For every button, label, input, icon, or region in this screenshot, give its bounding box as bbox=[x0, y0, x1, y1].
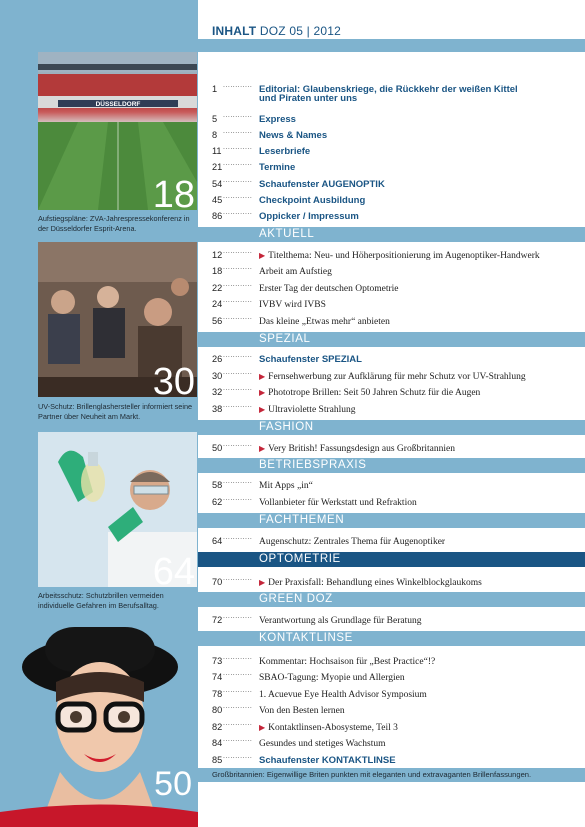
section-title: GREEN DOZ bbox=[259, 593, 333, 605]
section-bar bbox=[198, 227, 585, 242]
toc-title: 1. Acuevue Eye Health Advisor Symposium bbox=[259, 690, 427, 700]
toc-dots: ............ bbox=[223, 314, 253, 321]
section-title: BETRIEBSPRAXIS bbox=[259, 459, 367, 471]
toc-title: SBAO-Tagung: Myopie und Allergien bbox=[259, 673, 405, 683]
toc-page: 82 bbox=[212, 722, 223, 732]
toc-title: Kontaktlinsen-Abosysteme, Teil 3 bbox=[268, 723, 398, 733]
toc-dots: ............ bbox=[223, 144, 253, 151]
conference-photo bbox=[38, 242, 197, 397]
toc-title: Vollanbieter für Werkstatt und Refraktion bbox=[259, 498, 417, 508]
toc-entry[interactable] bbox=[212, 439, 455, 455]
toc-title: Ultraviolette Strahlung bbox=[268, 405, 356, 415]
toc-page: 54 bbox=[212, 179, 223, 189]
toc-entry[interactable] bbox=[212, 400, 355, 416]
section-bar bbox=[198, 631, 585, 646]
toc-dots: ............ bbox=[223, 193, 253, 200]
toc-title: Schaufenster AUGENOPTIK bbox=[259, 179, 385, 190]
toc-title: Verantwortung als Grundlage für Beratung bbox=[259, 616, 422, 626]
toc-entry[interactable] bbox=[212, 191, 365, 207]
toc-dots: ............ bbox=[223, 613, 253, 620]
toc-page: 8 bbox=[212, 130, 218, 140]
toc-title: Kommentar: Hochsaison für „Best Practice“!? bbox=[259, 657, 436, 667]
toc-page: 30 bbox=[212, 371, 223, 381]
toc-dots: ............ bbox=[223, 264, 253, 271]
section-title: SPEZIAL bbox=[259, 333, 311, 345]
toc-title: Erster Tag der deutschen Optometrie bbox=[259, 284, 399, 294]
toc-page: 32 bbox=[212, 387, 223, 397]
toc-entry[interactable] bbox=[212, 718, 398, 734]
toc-dots: ............ bbox=[223, 352, 253, 359]
toc-dots: ............ bbox=[223, 687, 253, 694]
toc-entry[interactable] bbox=[212, 493, 417, 509]
toc-dots: ............ bbox=[223, 441, 253, 448]
arrow-icon: ▶ bbox=[259, 251, 266, 260]
toc-dots: ............ bbox=[223, 575, 253, 582]
toc-entry[interactable] bbox=[212, 158, 295, 174]
header-issue: DOZ 05 | 2012 bbox=[259, 24, 341, 38]
toc-page: 24 bbox=[212, 299, 223, 309]
toc-entry[interactable] bbox=[212, 246, 540, 262]
toc-dots: ............ bbox=[223, 670, 253, 677]
toc-title: Der Praxisfall: Behandlung eines Winkelblockglaukoms bbox=[268, 578, 482, 588]
toc-page: 38 bbox=[212, 404, 223, 414]
toc-page: 18 bbox=[212, 266, 223, 276]
toc-entry[interactable] bbox=[212, 126, 327, 142]
toc-dots: ............ bbox=[223, 177, 253, 184]
toc-page: 1 bbox=[212, 84, 218, 94]
toc-title: News & Names bbox=[259, 130, 328, 141]
toc-entry[interactable] bbox=[212, 350, 362, 366]
toc-entry[interactable] bbox=[212, 751, 396, 767]
toc-page: 86 bbox=[212, 211, 223, 221]
toc-dots: ............ bbox=[223, 112, 253, 119]
toc-title: Express bbox=[259, 114, 296, 125]
toc-entry[interactable] bbox=[212, 207, 359, 223]
toc-title-continued: und Piraten unter uns bbox=[259, 93, 358, 104]
toc-page: 50 bbox=[212, 443, 223, 453]
section-bar bbox=[198, 458, 585, 473]
toc-page: 5 bbox=[212, 114, 218, 124]
toc-entry[interactable] bbox=[212, 175, 385, 191]
stadium-photo bbox=[38, 52, 197, 210]
photo-caption: Arbeitsschutz: Schutzbrillen vermeiden individuelle Gefahren im Berufsalltag. bbox=[38, 591, 164, 610]
toc-entry[interactable] bbox=[212, 668, 405, 684]
toc-title: Mit Apps „in“ bbox=[259, 481, 313, 491]
toc-title: Von den Besten lernen bbox=[259, 706, 345, 716]
bottom-caption: Großbritannien: Eigenwillige Briten punkten mit eleganten und extravaganten Brillenfassungen. bbox=[212, 770, 532, 779]
toc-dots: ............ bbox=[223, 128, 253, 135]
toc-title: Das kleine „Etwas mehr“ anbieten bbox=[259, 317, 390, 327]
toc-page: 80 bbox=[212, 705, 223, 715]
toc-title: Augenschutz: Zentrales Thema für Augenoptiker bbox=[259, 537, 446, 547]
toc-title: Termine bbox=[259, 162, 296, 173]
toc-entry[interactable] bbox=[212, 476, 313, 492]
toc-entry[interactable] bbox=[212, 367, 526, 383]
toc-entry[interactable] bbox=[212, 279, 399, 295]
toc-title: Arbeit am Aufstieg bbox=[259, 267, 332, 277]
lab-photo bbox=[38, 432, 197, 587]
header-bar bbox=[198, 39, 585, 52]
section-title: KONTAKTLINSE bbox=[259, 632, 353, 644]
arrow-icon: ▶ bbox=[259, 723, 266, 732]
toc-page: 62 bbox=[212, 497, 223, 507]
toc-entry[interactable] bbox=[212, 142, 310, 158]
toc-entry[interactable] bbox=[212, 110, 296, 126]
arrow-icon: ▶ bbox=[259, 405, 266, 414]
toc-dots: ............ bbox=[223, 736, 253, 743]
toc-title: Leserbriefe bbox=[259, 146, 311, 157]
toc-dots: ............ bbox=[223, 402, 253, 409]
toc-dots: ............ bbox=[223, 478, 253, 485]
toc-page: 70 bbox=[212, 577, 223, 587]
arrow-icon: ▶ bbox=[259, 372, 266, 381]
section-bar bbox=[198, 592, 585, 607]
toc-entry[interactable] bbox=[212, 685, 427, 701]
toc-title: Schaufenster KONTAKTLINSE bbox=[259, 755, 396, 766]
section-bar bbox=[198, 420, 585, 435]
photo-page-number: 50 bbox=[154, 765, 192, 803]
section-title: FASHION bbox=[259, 421, 314, 433]
section-title: OPTOMETRIE bbox=[259, 553, 341, 565]
section-bar bbox=[198, 513, 585, 528]
toc-entry[interactable] bbox=[212, 262, 332, 278]
toc-page: 58 bbox=[212, 480, 223, 490]
photo-page-number: 18 bbox=[152, 174, 195, 210]
toc-page: 84 bbox=[212, 738, 223, 748]
toc-dots: ............ bbox=[223, 534, 253, 541]
toc-page: 85 bbox=[212, 755, 223, 765]
toc-dots: ............ bbox=[223, 160, 253, 167]
toc-entry[interactable] bbox=[212, 611, 422, 627]
arrow-icon: ▶ bbox=[259, 444, 266, 453]
toc-title: Checkpoint Ausbildung bbox=[259, 195, 366, 206]
toc-entry[interactable] bbox=[212, 80, 518, 96]
toc-dots: ............ bbox=[223, 753, 253, 760]
arrow-icon: ▶ bbox=[259, 388, 266, 397]
toc-dots: ............ bbox=[223, 703, 253, 710]
woman-portrait-photo bbox=[0, 612, 198, 827]
toc-dots: ............ bbox=[223, 82, 253, 89]
toc-entry[interactable] bbox=[212, 652, 435, 668]
arrow-icon: ▶ bbox=[259, 578, 266, 587]
section-bar bbox=[198, 552, 585, 567]
toc-title: Editorial: Glaubenskriege, die Rückkehr der weißen Kittel bbox=[259, 84, 518, 95]
toc-page: 21 bbox=[212, 162, 223, 172]
photo-page-number: 64 bbox=[152, 551, 195, 587]
toc-title: Gesundes und stetiges Wachstum bbox=[259, 739, 386, 749]
toc-entry[interactable] bbox=[212, 734, 386, 750]
toc-page: 12 bbox=[212, 250, 223, 260]
toc-title: Fernsehwerbung zur Aufklärung für mehr Schutz vor UV-Strahlung bbox=[268, 372, 526, 382]
toc-page: 73 bbox=[212, 656, 223, 666]
toc-page: 45 bbox=[212, 195, 223, 205]
toc-dots: ............ bbox=[223, 720, 253, 727]
toc-entry[interactable] bbox=[212, 532, 445, 548]
toc-entry[interactable] bbox=[212, 295, 326, 311]
toc-page: 22 bbox=[212, 283, 223, 293]
toc-title: Very British! Fassungsdesign aus Großbritannien bbox=[268, 444, 455, 454]
stadium-sign: DÜSSELDORF bbox=[95, 101, 141, 108]
toc-page: 78 bbox=[212, 689, 223, 699]
header-section: INHALT bbox=[212, 24, 257, 38]
toc-title: Phototrope Brillen: Seit 50 Jahren Schutz für die Augen bbox=[268, 388, 481, 398]
section-title: FACHTHEMEN bbox=[259, 514, 345, 526]
photo-page-number: 30 bbox=[152, 361, 195, 397]
toc-page: 72 bbox=[212, 615, 223, 625]
toc-dots: ............ bbox=[223, 248, 253, 255]
page-title bbox=[212, 24, 341, 38]
toc-dots: ............ bbox=[223, 385, 253, 392]
toc-entry[interactable] bbox=[212, 383, 480, 399]
toc-title: Titelthema: Neu- und Höherpositionierung im Augenoptiker-Handwerk bbox=[268, 251, 540, 261]
section-title: AKTUELL bbox=[259, 228, 315, 240]
photo-caption: UV-Schutz: Brillenglashersteller informiert seine Partner über Neuheit am Markt. bbox=[38, 402, 193, 421]
toc-entry[interactable] bbox=[212, 312, 390, 328]
toc-page: 11 bbox=[212, 146, 222, 156]
toc-page: 56 bbox=[212, 316, 223, 326]
toc-entry[interactable] bbox=[212, 701, 345, 717]
toc-title: Oppicker / Impressum bbox=[259, 211, 359, 222]
toc-page: 26 bbox=[212, 354, 223, 364]
toc-page: 74 bbox=[212, 672, 223, 682]
toc-page: 64 bbox=[212, 536, 223, 546]
toc-dots: ............ bbox=[223, 495, 253, 502]
toc-dots: ............ bbox=[223, 209, 253, 216]
photo-caption: Aufstiegspläne: ZVA-Jahrespressekonferenz in der Düsseldorfer Esprit-Arena. bbox=[38, 214, 190, 233]
toc-entry[interactable] bbox=[212, 573, 482, 589]
toc-dots: ............ bbox=[223, 281, 253, 288]
toc-dots: ............ bbox=[223, 297, 253, 304]
toc-dots: ............ bbox=[223, 369, 253, 376]
toc-dots: ............ bbox=[223, 654, 253, 661]
section-bar bbox=[198, 332, 585, 347]
toc-title: Schaufenster SPEZIAL bbox=[259, 354, 362, 365]
toc-title: IVBV wird IVBS bbox=[259, 300, 326, 310]
